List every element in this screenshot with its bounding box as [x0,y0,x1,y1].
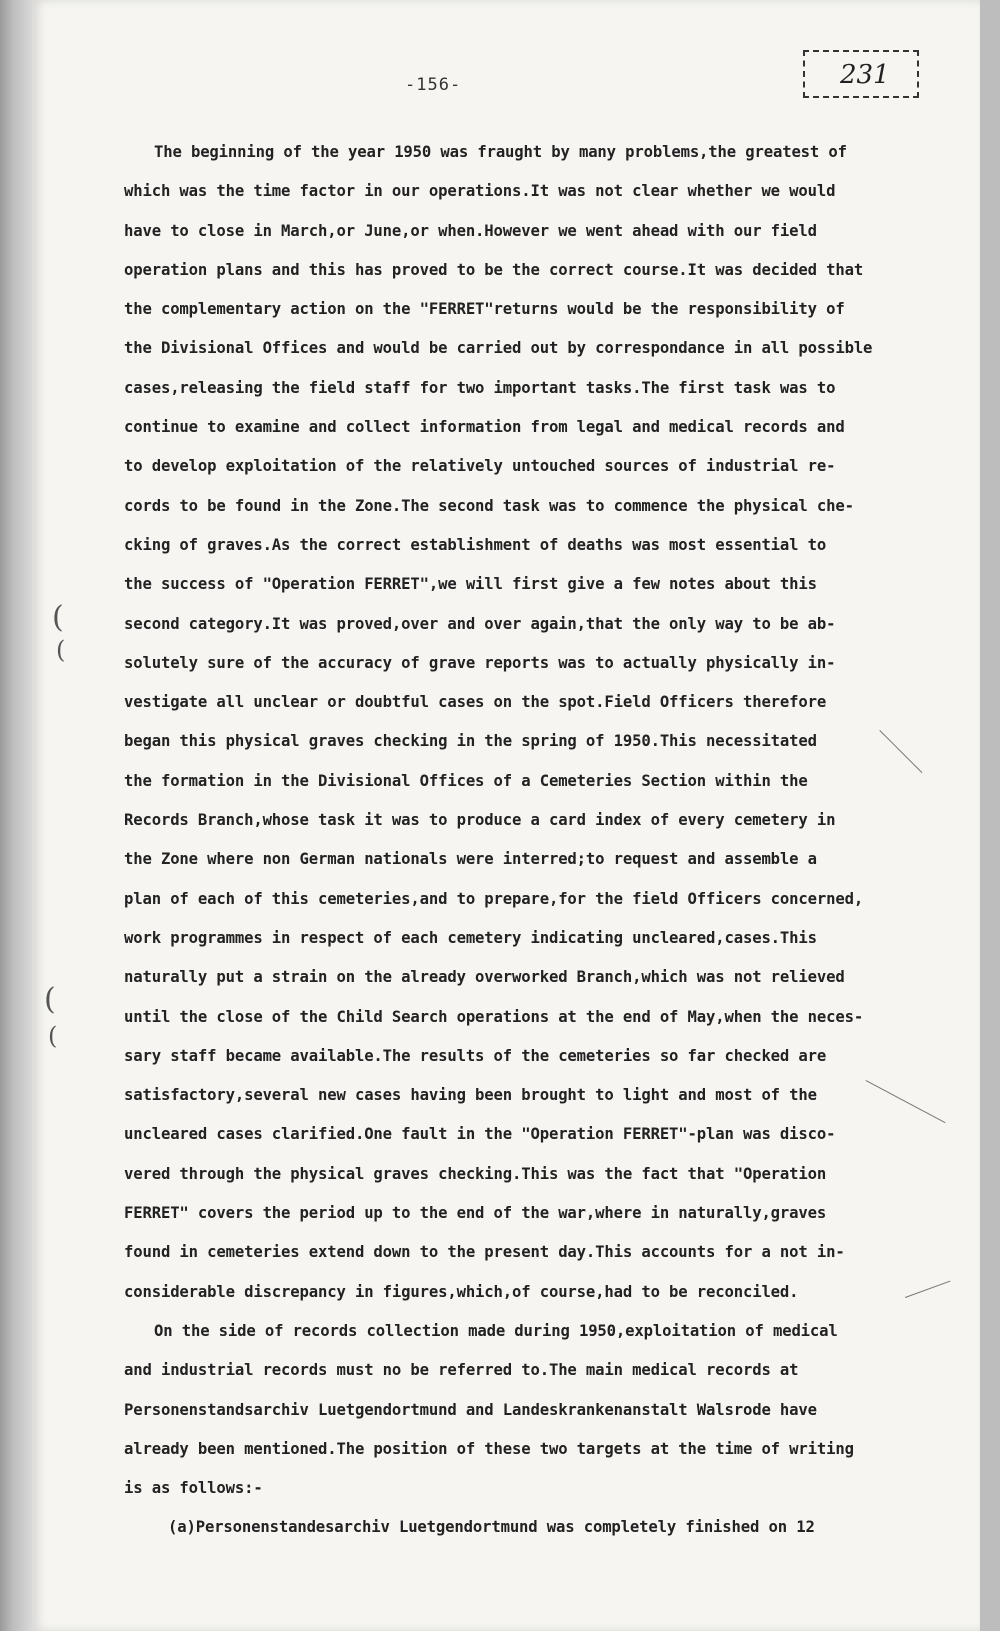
text-line: found in cemeteries extend down to the present day.This accounts for a not in- [124,1243,845,1262]
text-line: the success of "Operation FERRET",we will first give a few notes about this [124,575,817,594]
text-line: continue to examine and collect information from legal and medical records and [124,418,845,437]
page-right-edge [980,0,1000,1631]
text-line: vestigate all unclear or doubtful cases on the spot.Field Officers therefore [124,693,827,712]
text-line: until the close of the Child Search operations at the end of May,when the neces- [124,1007,864,1026]
text-line: Personenstandsarchiv Luetgendortmund and Landeskrankenanstalt Walsrode have [124,1400,817,1419]
text-line: the Divisional Offices and would be carried out by correspondance in all possible [124,339,873,358]
text-line: the complementary action on the "FERRET"returns would be the responsibility of [124,300,845,319]
text-line: FERRET" covers the period up to the end of the war,where in naturally,graves [124,1204,827,1223]
text-line: is as follows:- [124,1479,263,1498]
text-line: work programmes in respect of each cemetery indicating uncleared,cases.This [124,928,817,947]
text-line: naturally put a strain on the already overworked Branch,which was not relieved [124,968,845,987]
binder-edge [0,0,32,1631]
margin-bracket-mark: ( [52,600,64,635]
margin-bracket-mark: ( [48,1022,58,1050]
text-line: The beginning of the year 1950 was fraught by many problems,the greatest of [154,143,847,161]
text-line: uncleared cases clarified.One fault in the "Operation FERRET"-plan was disco- [124,1125,836,1144]
text-line: solutely sure of the accuracy of grave reports was to actually physically in- [124,653,836,672]
text-line: and industrial records must no be referred to.The main medical records at [124,1361,799,1380]
text-line: cking of graves.As the correct establishment of deaths was most essential to [124,535,827,554]
text-line: second category.It was proved,over and over again,that the only way to be ab- [124,614,836,633]
body-text [124,133,934,1548]
text-line: cords to be found in the Zone.The second task was to commence the physical che- [124,496,854,515]
text-line: sary staff became available.The results of the cemeteries so far checked are [124,1046,827,1065]
text-line: the formation in the Divisional Offices of a Cemeteries Section within the [124,771,808,790]
margin-bracket-mark: ( [56,636,66,664]
text-line: Records Branch,whose task it was to produce a card index of every cemetery in [124,811,836,830]
text-line: which was the time factor in our operations.It was not clear whether we would [124,182,836,201]
page-number: -156- [405,75,462,95]
text-line: cases,releasing the field staff for two important tasks.The first task was to [124,378,836,397]
archive-number: 231 [840,60,890,90]
text-line: have to close in March,or June,or when.However we went ahead with our field [124,221,817,240]
text-line: plan of each of this cemeteries,and to prepare,for the field Officers concerned, [124,889,864,908]
text-line: the Zone where non German nationals were interred;to request and assemble a [124,850,817,869]
text-line: considerable discrepancy in figures,which,of course,had to be reconciled. [124,1282,799,1301]
text-line: On the side of records collection made during 1950,exploitation of medical [154,1321,838,1340]
text-line: (a)Personenstandesarchiv Luetgendortmund was completely finished on 12 [168,1518,815,1537]
text-line: to develop exploitation of the relatively untouched sources of industrial re- [124,457,836,476]
text-line: began this physical graves checking in the spring of 1950.This necessitated [124,732,817,751]
text-line: vered through the physical graves checking.This was the fact that "Operation [124,1164,827,1183]
text-line: satisfactory,several new cases having been brought to light and most of the [124,1086,817,1105]
text-line: operation plans and this has proved to be the correct course.It was decided that [124,260,864,279]
margin-bracket-mark: ( [44,982,56,1017]
text-line: already been mentioned.The position of these two targets at the time of writing [124,1439,854,1458]
